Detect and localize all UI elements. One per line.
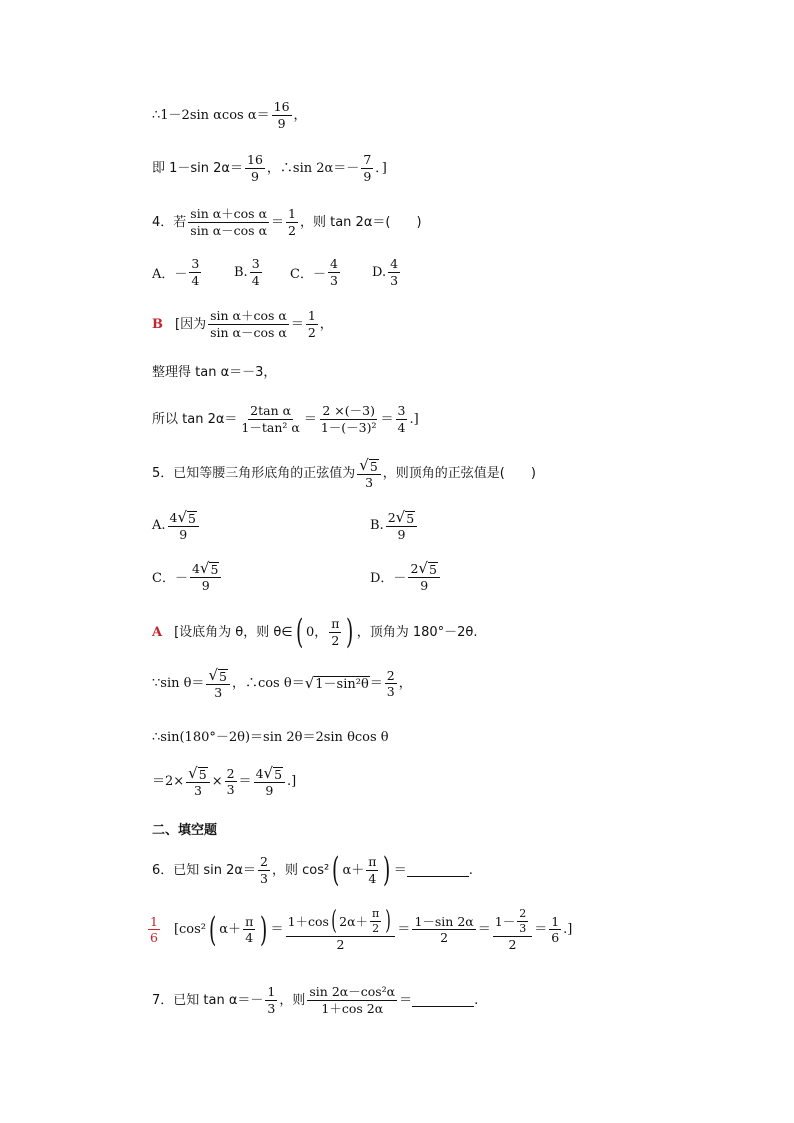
text: ，则 tan 2α＝( ) bbox=[299, 214, 422, 230]
question-number: 4．若 bbox=[152, 214, 187, 230]
fraction: $\frac{\text{sin α＋cos α}}{\text{sin α－cos α}}$ bbox=[190, 206, 268, 238]
text: ＝ bbox=[393, 862, 407, 878]
text: ， bbox=[319, 316, 333, 332]
solution-line-2 bbox=[152, 153, 387, 184]
text: 所以 tan 2α＝ bbox=[152, 411, 238, 427]
text: ＝ bbox=[534, 922, 548, 938]
fraction: $\frac{3}{4}$ bbox=[397, 403, 406, 435]
text: ＝ bbox=[271, 214, 285, 230]
text: ，则 bbox=[279, 992, 306, 1008]
text: ．] bbox=[375, 160, 387, 176]
answer-fraction: $\frac{1}{6}$ bbox=[150, 913, 158, 946]
text: ＝ bbox=[380, 411, 394, 427]
solution-5-line-4 bbox=[152, 766, 296, 798]
fraction: $\frac{1}{2}$ bbox=[307, 308, 316, 340]
question-6: 6．已知 sin 2α＝ $\frac{2}{3}$ ，则 cos² ( α＋ $\frac{\pi}{4}$ ) ＝ . bbox=[152, 850, 473, 890]
fraction: √ 5 3 bbox=[206, 668, 230, 700]
text: [cos² bbox=[173, 922, 207, 938]
fraction: $\frac{2}{3}$ bbox=[260, 854, 268, 886]
text: ＝ bbox=[399, 992, 413, 1008]
text: ＝ bbox=[369, 676, 383, 692]
fraction: $\frac{\pi}{4}$ bbox=[245, 913, 254, 946]
text: ∴1－2sin αcos α＝ bbox=[152, 107, 270, 123]
fraction: $\frac{1-\sin 2\alpha}{2}$ bbox=[414, 913, 474, 946]
question-4 bbox=[152, 207, 422, 238]
text: ＝ bbox=[238, 774, 252, 790]
text: .] bbox=[409, 411, 419, 427]
text: ，则顶角的正弦值是( ) bbox=[382, 466, 536, 482]
fraction: $\frac{2 \times(-3)}{\text{1－(－3)²}}$ bbox=[320, 403, 377, 435]
fraction: $\frac{1}{3}$ bbox=[267, 984, 276, 1016]
question-text: 7．已知 tan α＝－ bbox=[152, 992, 264, 1008]
fraction: $\frac{\pi}{2}$ bbox=[331, 616, 340, 648]
text: ，则 cos² bbox=[271, 862, 330, 878]
solution-5-line-1: A [设底角为 θ，则 θ∈ ( 0， $\frac{\pi}{2}$ ) ，顶角为 180°－2θ. bbox=[152, 612, 478, 652]
q5-option-b[interactable]: B. 2 √ 5 9 bbox=[370, 510, 419, 542]
text: ， bbox=[293, 107, 307, 123]
fraction: 1－ $\frac{2}{3}$ 2 bbox=[493, 908, 532, 952]
question-5 bbox=[152, 458, 536, 490]
text: × bbox=[211, 774, 223, 790]
fraction: $\frac{2}{3}$ bbox=[386, 667, 395, 700]
q4-option-c[interactable]: C．－ $\frac{4}{3}$ bbox=[290, 256, 338, 288]
solution-4-line-3 bbox=[152, 404, 419, 435]
text: 即 1－sin 2α＝ bbox=[152, 160, 244, 176]
text: [因为 bbox=[175, 316, 207, 332]
fraction: $\frac{\text{sin 2α－cos²α}}{1+\cos 2\alpha}$ bbox=[309, 984, 396, 1016]
fraction: $\frac{\text{sin α＋cos α}}{\text{sin α－cos α}}$ bbox=[210, 308, 287, 340]
solution-4-line-1 bbox=[152, 309, 333, 340]
text: ＝ bbox=[397, 922, 411, 938]
q4-option-b[interactable]: B. $\frac{3}{4}$ bbox=[234, 256, 260, 288]
fraction: $\frac{16}{9}$ bbox=[273, 99, 290, 131]
answer-label: A bbox=[152, 624, 163, 640]
fraction: $\frac{\pi}{4}$ bbox=[368, 854, 377, 886]
fraction: √ 5 3 bbox=[357, 458, 381, 490]
text: ＝2× bbox=[152, 774, 185, 790]
question-text: 6．已知 sin 2α＝ bbox=[152, 862, 257, 878]
text: ，顶角为 180°－2θ. bbox=[356, 624, 478, 640]
text: ，∴sin 2α＝－ bbox=[266, 160, 360, 176]
text: ＝ bbox=[290, 316, 304, 332]
answer-blank[interactable] bbox=[412, 994, 474, 1007]
fraction: $\frac{1}{2}$ bbox=[288, 206, 296, 238]
text: ∴sin(180°－2θ)＝sin 2θ＝2sin θcos θ bbox=[152, 730, 389, 745]
q5-option-d[interactable]: D．－ 2 √ 5 9 bbox=[370, 561, 442, 593]
text: . bbox=[468, 862, 473, 878]
fraction: $\frac{2}{3}$ bbox=[226, 765, 235, 798]
answer-blank[interactable] bbox=[407, 864, 469, 877]
fraction: $\frac{16}{9}$ bbox=[247, 152, 263, 184]
solution-line-1 bbox=[152, 100, 307, 131]
text: . bbox=[474, 992, 479, 1008]
fraction: √ 5 3 bbox=[186, 766, 210, 798]
text: .] bbox=[563, 922, 573, 938]
solution-4-line-2 bbox=[152, 366, 276, 379]
question-7 bbox=[152, 985, 478, 1016]
text: .] bbox=[287, 774, 297, 790]
fraction: 4 √ 5 9 bbox=[254, 766, 285, 798]
fraction: $\frac{7}{9}$ bbox=[363, 152, 372, 184]
fraction: $\frac{\text{2tan α}}{\text{1－tan² α}}$ bbox=[241, 403, 300, 435]
q5-option-c[interactable]: C．－ 4 √ 5 9 bbox=[152, 561, 223, 593]
text: ＝ bbox=[270, 922, 284, 938]
solution-5-line-2: ∵sin θ＝ √ 5 3 ，∴cos θ＝ √ 1－sin²θ ＝ $\frac{2}{3}$ ， bbox=[152, 666, 412, 700]
solution-5-line-3 bbox=[152, 731, 389, 744]
text: ＝ bbox=[303, 411, 317, 427]
section-title: 二、填空题 bbox=[152, 823, 218, 838]
text: [设底角为 θ，则 θ∈ bbox=[174, 624, 293, 640]
solution-6: $\frac{1}{6}$ [cos² ( α＋ $\frac{\pi}{4}$ ) ＝ 1＋cos ( 2α＋ $\frac{\pi}{2}$ ) 2 ＝ $\frac{1-\sin 2\alpha}{2}$ ＝ 1－ $\frac{2}{3}$ 2 ＝ $\frac{1}{6}$ .] bbox=[150, 905, 573, 953]
fraction: $\frac{1}{6}$ bbox=[551, 913, 560, 946]
text: ＝ bbox=[477, 922, 491, 938]
fraction: 1＋cos ( 2α＋ $\frac{\pi}{2}$ ) 2 bbox=[286, 908, 396, 952]
text: ∵sin θ＝ bbox=[152, 676, 205, 692]
answer-label: B bbox=[152, 316, 163, 332]
text: ，∴cos θ＝ bbox=[231, 676, 305, 692]
question-text: 5．已知等腰三角形底角的正弦值为 bbox=[152, 466, 356, 482]
q5-option-a[interactable]: A. 4 √ 5 9 bbox=[152, 510, 201, 542]
text: ， bbox=[398, 676, 412, 692]
q4-option-d[interactable]: D. $\frac{4}{3}$ bbox=[372, 256, 399, 288]
text: 整理得 tan α＝－3， bbox=[152, 365, 277, 380]
q4-option-a[interactable]: A．－ $\frac{3}{4}$ bbox=[152, 256, 200, 288]
